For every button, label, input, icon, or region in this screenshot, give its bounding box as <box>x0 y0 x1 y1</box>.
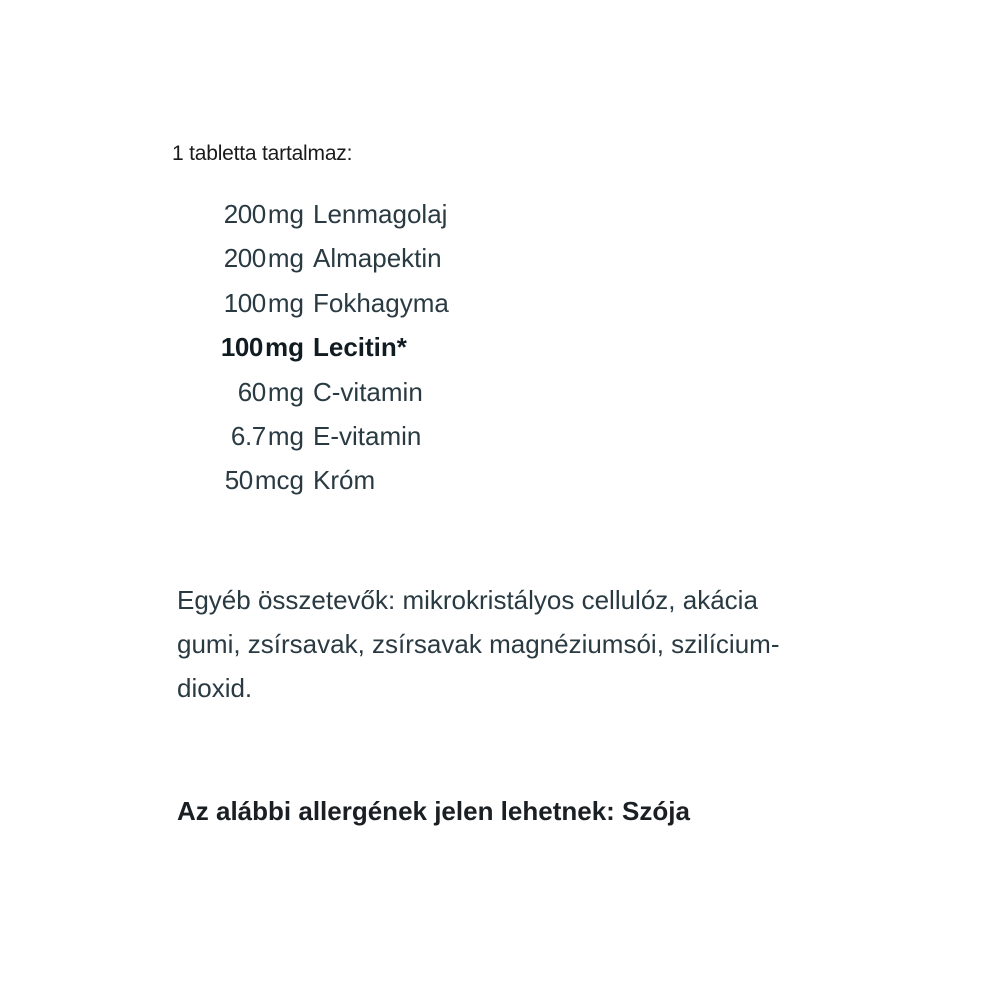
ingredient-list <box>150 192 550 503</box>
ingredient-name: C-vitamin <box>313 376 423 407</box>
ingredient-name: Króm <box>313 465 376 496</box>
ingredient-amount <box>150 192 304 236</box>
ingredient-amount-unit: mcg <box>254 465 304 496</box>
ingredient-row <box>150 370 550 414</box>
ingredient-row <box>150 236 550 280</box>
ingredient-name: Fokhagyma <box>313 287 449 318</box>
ingredient-amount-value: 6.7 <box>230 420 266 451</box>
ingredient-amount <box>150 370 304 414</box>
other-ingredients-text: Egyéb összetevők: mikrokristályos cellulóz, akácia gumi, zsírsavak, zsírsavak magnéziumsói, szilícium-dioxid. <box>177 585 780 703</box>
ingredient-amount <box>150 281 304 325</box>
ingredient-amount-value: 200 <box>223 243 266 274</box>
allergen-notice: Az alábbi allergének jelen lehetnek: Szója <box>177 796 690 826</box>
ingredient-name: Almapektin <box>313 243 442 274</box>
ingredient-row <box>150 414 550 458</box>
ingredient-amount <box>150 236 304 280</box>
ingredient-amount <box>150 325 304 369</box>
ingredient-amount-value: 50 <box>224 465 253 496</box>
ingredient-amount-value: 100 <box>223 287 266 318</box>
ingredient-amount-value: 60 <box>237 376 266 407</box>
ingredient-amount-unit: mg <box>267 376 304 407</box>
ingredient-name: Lecitin* <box>313 332 407 363</box>
ingredient-amount-unit: mg <box>267 243 304 274</box>
ingredient-amount-value: 100 <box>220 332 263 363</box>
ingredient-row <box>150 325 550 369</box>
ingredient-row <box>150 281 550 325</box>
ingredient-name: E-vitamin <box>313 420 422 451</box>
ingredient-row <box>150 192 550 236</box>
ingredient-amount-unit: mg <box>267 287 304 318</box>
ingredient-amount <box>150 458 304 502</box>
ingredient-amount-unit: mg <box>265 332 304 363</box>
ingredient-name: Lenmagolaj <box>313 199 448 229</box>
tablet-contents-heading: 1 tabletta tartalmaz: <box>172 142 353 165</box>
ingredient-amount <box>150 414 304 458</box>
ingredient-amount-value: 200 <box>223 199 266 229</box>
ingredient-row <box>150 458 550 502</box>
ingredient-amount-unit: mg <box>267 199 304 229</box>
ingredient-amount-unit: mg <box>267 420 304 451</box>
